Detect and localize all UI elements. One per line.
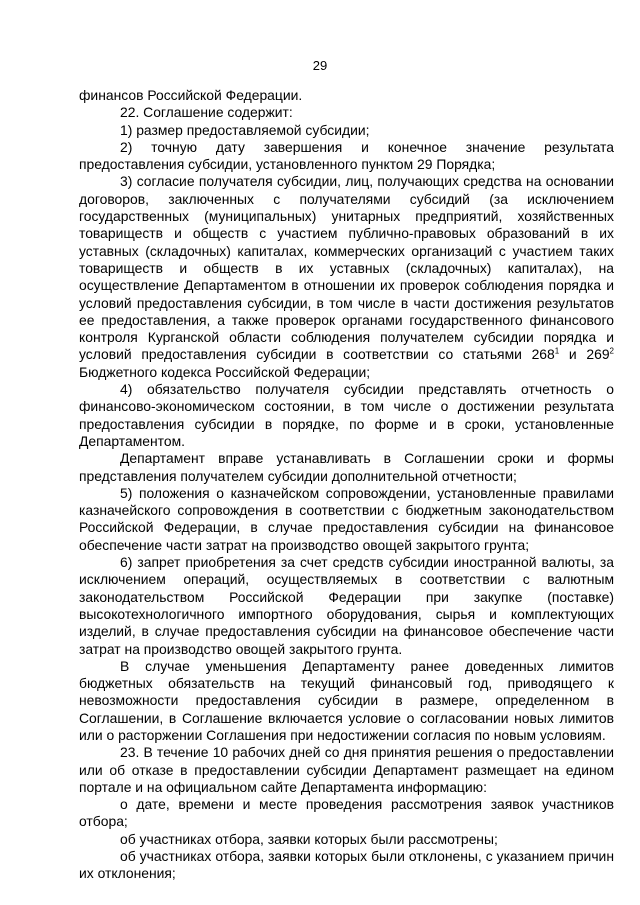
paragraph: о дате, времени и месте проведения рассмотрения заявок участников отбора;: [79, 796, 614, 830]
paragraph: 23. В течение 10 рабочих дней со дня принятия решения о предоставлении или об отказе в предоставлении субсидии Департамент размещает на едином портале и на официальном сайте Департамента информацию:: [79, 744, 614, 795]
paragraph: об участниках отбора, заявки которых были рассмотрены;: [120, 830, 498, 847]
document-body: [79, 87, 614, 883]
paragraph: об участниках отбора, заявки которых были отклонены, с указанием причин их отклонения;: [79, 848, 614, 882]
paragraph: 22. Соглашение содержит:: [120, 104, 293, 121]
paragraph: финансов Российской Федерации.: [79, 87, 303, 103]
paragraph: 5) положения о казначейском сопровождении, установленные правилами казначейского сопровождения в соответствии с бюджетным законодательством Российской Федерации, в случае предоставления субсидии на финансовое обеспечение части затрат на производство овощей закрытого грунта;: [79, 484, 614, 553]
paragraph-text: 3) согласие получателя субсидии, лиц, получающих средства на основании договоров, заключенных с получателями субсидий (за исключением государственных (муниципальных) унитарных предприятий, хозяйственных товариществ и обществ с участием публично-правовых образований в их уставных (складочных) капиталах, коммерческих организаций с участием таких товариществ и обществ в их уставных (складочных) капиталах), на осуществление Департаментом в отношении их проверок соблюдения порядка и условий предоставления субсидии, в том числе в части достижения результатов ее предоставления, а также проверок органами государственного финансового контроля Курганской области соблюдения получателем субсидии порядка и условий предоставления субсидии в соответствии со статьями 268: [79, 173, 614, 363]
page-number: 29: [312, 58, 328, 73]
paragraph-text: Бюджетного кодекса Российской Федерации;: [79, 363, 371, 380]
paragraph: 2) точную дату завершения и конечное значение результата предоставления субсидии, установленного пунктом 29 Порядка;: [79, 138, 614, 173]
paragraph: Департамент вправе устанавливать в Соглашении сроки и формы представления получателем субсидии дополнительной отчетности;: [79, 450, 614, 484]
paragraph-text: и 269: [559, 346, 610, 363]
superscript: 2: [609, 346, 614, 356]
paragraph: 1) размер предоставляемой субсидии;: [120, 121, 370, 138]
paragraph: [79, 173, 614, 381]
superscript: 1: [554, 346, 560, 356]
paragraph: В случае уменьшения Департаменту ранее доведенных лимитов бюджетных обязательств на текущий финансовый год, приводящего к невозможности предоставления субсидии в размере, определенном в Соглашении, в Соглашение включается условие о согласовании новых лимитов или о расторжении Соглашения при недостижении согласия по новым условиям.: [79, 657, 614, 743]
paragraph: 4) обязательство получателя субсидии представлять отчетность о финансово-экономическом состоянии, в том числе о достижении результата предоставления субсидии в порядке, по форме и в сроки, установленные Департаментом.: [79, 381, 614, 449]
paragraph: 6) запрет приобретения за счет средств субсидии иностранной валюты, за исключением операций, осуществляемых в соответствии с валютным законодательством Российской Федерации при закупке (поставке) высокотехнологичного импортного оборудования, сырья и комплектующих изделий, в случае предоставления субсидии на финансовое обеспечение части затрат на производство овощей закрытого грунта.: [79, 554, 614, 657]
